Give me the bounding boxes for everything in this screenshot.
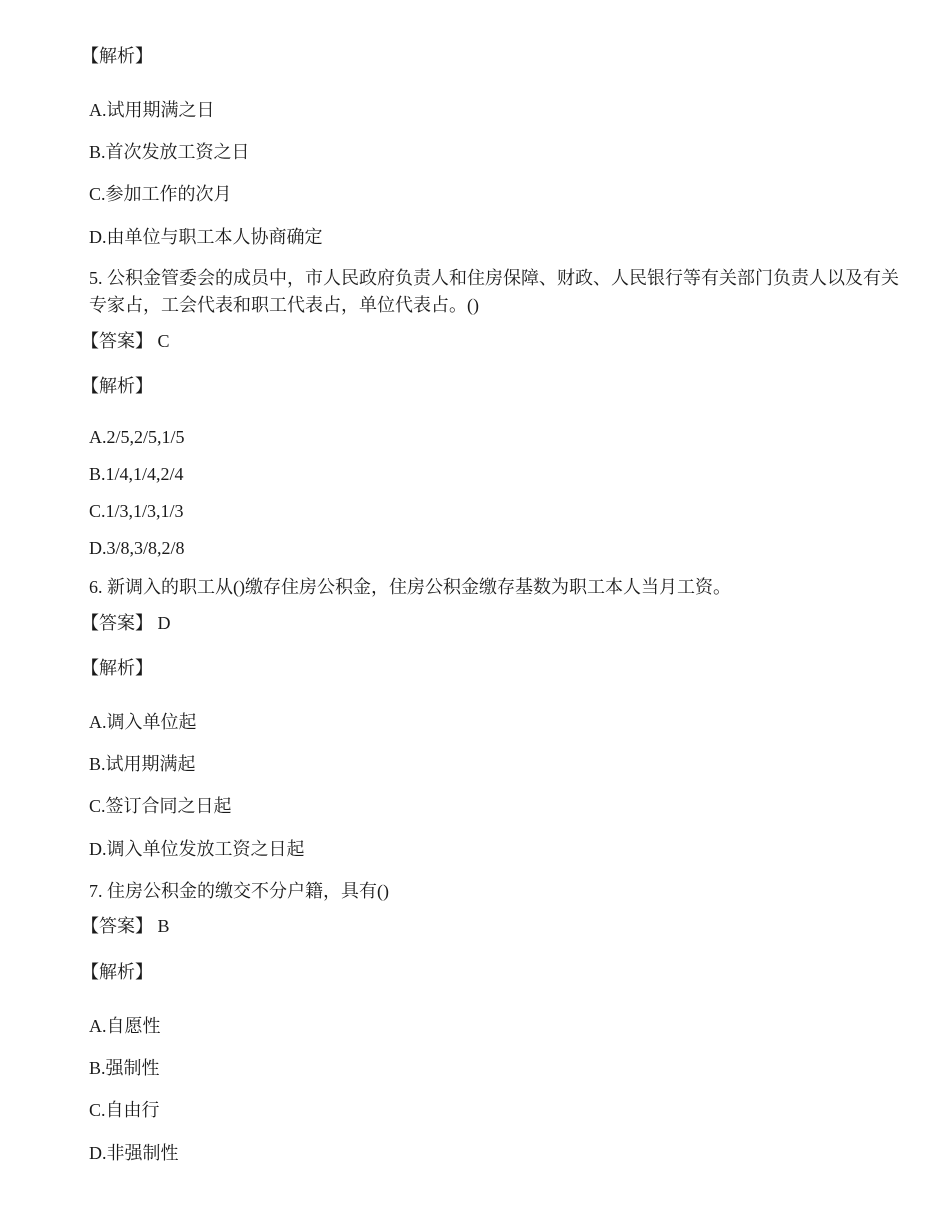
question-7-answer: 【答案】 B <box>81 916 170 936</box>
option-b: B.首次发放工资之日 <box>89 142 250 162</box>
question-7-option-d: D.非强制性 <box>89 1143 179 1163</box>
question-5-text: 5. 公积金管委会的成员中，市人民政府负责人和住房保障、财政、人民银行等有关部门负责人以及有关专家占，工会代表和职工代表占，单位代表占。() <box>89 268 899 315</box>
question-5-option-d: D.3/8,3/8,2/8 <box>89 538 185 558</box>
question-6-text: 6. 新调入的职工从()缴存住房公积金，住房公积金缴存基数为职工本人当月工资。 <box>89 577 731 597</box>
question-6-option-d: D.调入单位发放工资之日起 <box>89 839 305 859</box>
question-5-option-c: C.1/3,1/3,1/3 <box>89 501 184 521</box>
question-6-option-a: A.调入单位起 <box>89 712 197 732</box>
question-5-option-b: B.1/4,1/4,2/4 <box>89 464 184 484</box>
question-7-option-b: B.强制性 <box>89 1058 160 1078</box>
option-c: C.参加工作的次月 <box>89 184 232 204</box>
option-d: D.由单位与职工本人协商确定 <box>89 227 323 247</box>
question-5-answer: 【答案】 C <box>81 331 170 351</box>
question-7-text: 7. 住房公积金的缴交不分户籍，具有() <box>89 881 389 901</box>
question-7-option-a: A.自愿性 <box>89 1016 161 1036</box>
explanation-label: 【解析】 <box>81 46 153 66</box>
question-7-explanation-label: 【解析】 <box>81 962 153 982</box>
question-6-option-b: B.试用期满起 <box>89 754 196 774</box>
question-5-explanation-label: 【解析】 <box>81 376 153 396</box>
question-6-answer: 【答案】 D <box>81 613 171 633</box>
question-7-option-c: C.自由行 <box>89 1100 160 1120</box>
question-6-explanation-label: 【解析】 <box>81 658 153 678</box>
question-5-option-a: A.2/5,2/5,1/5 <box>89 427 185 447</box>
question-6-option-c: C.签订合同之日起 <box>89 796 232 816</box>
option-a: A.试用期满之日 <box>89 100 215 120</box>
